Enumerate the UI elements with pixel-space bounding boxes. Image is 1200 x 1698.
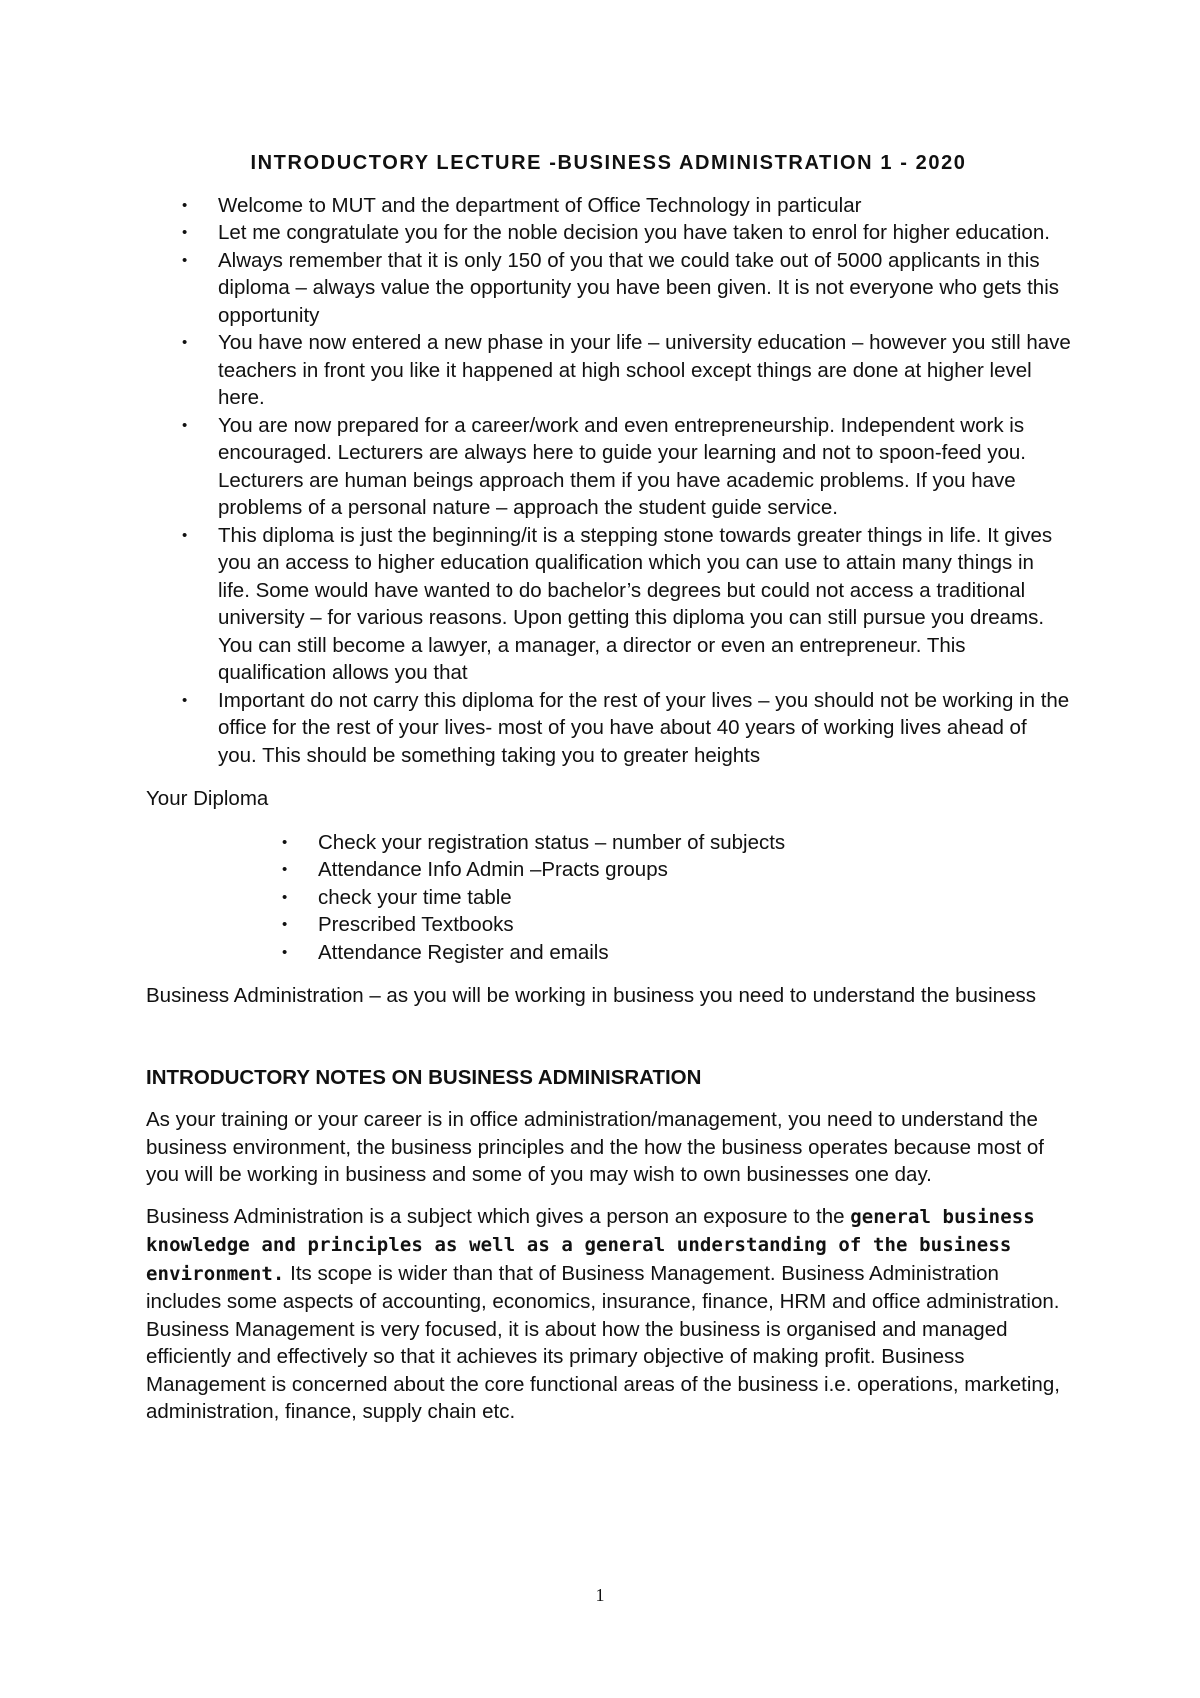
scope-paragraph-emphasis: general business knowledge and principles as well as a general understanding of the business environment.: [146, 1205, 1035, 1285]
list-item: [146, 219, 1071, 247]
bullet-icon: •: [282, 888, 288, 906]
bullet-icon: •: [282, 861, 288, 878]
list-item: [146, 247, 1071, 330]
scope-paragraph: [146, 1203, 1071, 1426]
list-item-text: This diploma is just the beginning/it is a stepping stone towards greater things in life. It gives you an access to higher education qualification which you can use to attain many things in life. Some would have wanted to do bachelor’s degrees but could not access a traditional university – for various reasons. Upon getting this diploma you can still pursue you dreams. You can still become a lawyer, a manager, a director or even an entrepreneur. This qualification allows you that: [218, 523, 1053, 684]
list-item-text: You have now entered a new phase in your life – university education – however you still have teachers in front you like it happened at high school except things are done at higher level here.: [218, 331, 1071, 409]
list-item: [146, 412, 1071, 522]
list-item: [278, 829, 1071, 857]
bullet-icon: •: [182, 224, 188, 241]
scope-paragraph-lead: Business Administration is a subject which gives a person an exposure to the: [146, 1204, 851, 1228]
list-item-text: Let me congratulate you for the noble decision you have taken to enrol for higher education.: [218, 221, 1050, 244]
list-item: [146, 522, 1071, 687]
scope-paragraph-rest: Its scope is wider than that of Business Management. Business Administration includes some aspects of accounting, economics, insurance, finance, HRM and office administration. Business Management is very focused, it is about how the business is organised and managed efficiently and effectively so that it achieves its primary objective of making profit. Business Management is concerned about the core functional areas of the business i.e. operations, marketing, administration, finance, supply chain etc.: [146, 1261, 1060, 1423]
bullet-icon: •: [182, 526, 188, 544]
business-admin-paragraph: Business Administration – as you will be working in business you need to understand the business: [146, 984, 1036, 1007]
list-item-text: Always remember that it is only 150 of you that we could take out of 5000 applicants in this diploma – always value the opportunity you have been given. It is not everyone who gets this opportunity: [218, 248, 1060, 327]
page-number: 1: [595, 1585, 605, 1605]
bullet-icon: •: [182, 691, 188, 709]
list-item-text: Important do not carry this diploma for the rest of your lives – you should not be working in the office for the rest of your lives- most of you have about 40 years of working lives ahead of you. This should be something taking you to greater heights: [218, 688, 1070, 767]
intro-bullet-list: [146, 192, 1071, 770]
list-item-text: Welcome to MUT and the department of Office Technology in particular: [218, 193, 862, 217]
list-item-text: Prescribed Textbooks: [318, 913, 514, 936]
list-item: [278, 884, 1071, 912]
list-item-text: You are now prepared for a career/work and even entrepreneurship. Independent work is encouraged. Lecturers are always here to guide your learning and not to spoon-feed you. Lecturers are human beings approach them if you have academic problems. If you have problems of a personal nature – approach the student guide service.: [218, 413, 1026, 519]
list-item: [278, 911, 1071, 939]
bullet-icon: •: [282, 916, 288, 933]
bullet-icon: •: [282, 943, 288, 961]
document-body: [146, 150, 1071, 1426]
list-item: [278, 856, 1071, 884]
list-item: [278, 939, 1071, 967]
bullet-icon: •: [282, 833, 288, 851]
bullet-icon: •: [182, 416, 188, 434]
list-item-text: Check your registration status – number of subjects: [318, 830, 786, 854]
list-item-text: Attendance Register and emails: [318, 940, 609, 964]
document-title: INTRODUCTORY LECTURE -BUSINESS ADMINISTRATION 1 - 2020: [250, 152, 967, 174]
list-item: [146, 192, 1071, 220]
intro-paragraph: As your training or your career is in office administration/management, you need to understand the business environment, the business principles and the how the business operates because most of you will be working in business and some of you may wish to own businesses one day.: [146, 1108, 1044, 1186]
bullet-icon: •: [182, 196, 188, 214]
list-item: [146, 687, 1071, 770]
diploma-bullet-list: [146, 829, 1071, 967]
list-item: [146, 329, 1071, 412]
bullet-icon: •: [182, 251, 188, 269]
list-item-text: Attendance Info Admin –Practs groups: [318, 858, 668, 881]
section-heading: INTRODUCTORY NOTES ON BUSINESS ADMINISRATION: [146, 1065, 702, 1089]
list-item-text: check your time table: [318, 885, 512, 909]
diploma-heading: Your Diploma: [146, 787, 269, 810]
bullet-icon: •: [182, 334, 188, 351]
